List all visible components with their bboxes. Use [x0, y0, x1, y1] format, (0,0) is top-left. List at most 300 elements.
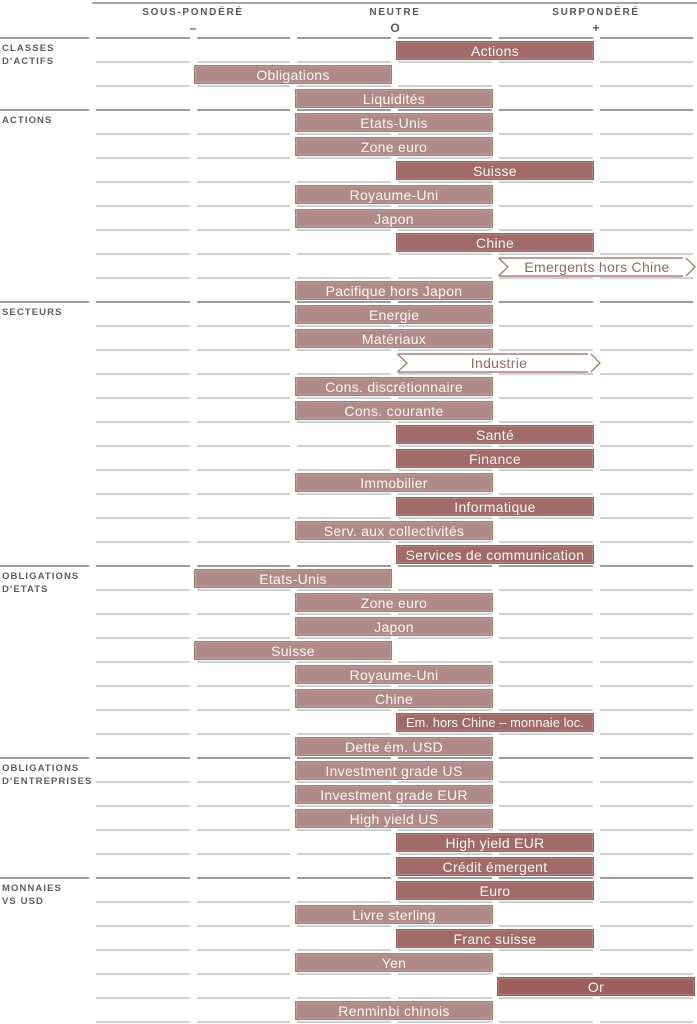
row-gridline — [297, 349, 391, 351]
section-gridline — [499, 565, 593, 567]
row-gridline — [297, 85, 391, 87]
row-gridline — [197, 277, 291, 279]
section-label-line: CLASSES — [2, 42, 55, 54]
row-gridline — [197, 901, 291, 903]
section-gridline — [0, 37, 89, 39]
row-gridline — [96, 85, 190, 87]
row-gridline — [197, 397, 291, 399]
row-gridline — [398, 493, 492, 495]
row-gridline — [600, 373, 694, 375]
allocation-bar-pacifique-hors-japon: Pacifique hors Japon — [295, 281, 493, 300]
allocation-bar-serv-aux-collectivite-s: Serv. aux collectivités — [295, 521, 493, 540]
row-gridline — [499, 277, 593, 279]
section-gridline — [197, 37, 291, 39]
row-gridline — [398, 805, 492, 807]
allocation-bar-obligations: Obligations — [194, 65, 392, 84]
row-gridline — [197, 589, 291, 591]
row-gridline — [499, 205, 593, 207]
row-gridline — [600, 253, 694, 255]
row-gridline — [96, 853, 190, 855]
row-gridline — [297, 853, 391, 855]
row-gridline — [197, 973, 291, 975]
row-gridline — [499, 661, 593, 663]
axis-symbol-neutral: O — [390, 21, 400, 35]
section-gridline — [297, 565, 391, 567]
row-gridline — [600, 1021, 694, 1023]
section-gridline — [600, 109, 694, 111]
row-gridline — [600, 781, 694, 783]
row-gridline — [600, 325, 694, 327]
row-gridline — [297, 541, 391, 543]
row-gridline — [197, 61, 291, 63]
row-gridline — [600, 829, 694, 831]
row-gridline — [398, 253, 492, 255]
row-gridline — [96, 589, 190, 591]
row-gridline — [197, 517, 291, 519]
allocation-bar-liquidite-s: Liquidités — [295, 89, 493, 108]
allocation-bar-actions: Actions — [396, 41, 594, 60]
row-gridline — [96, 133, 190, 135]
row-gridline — [398, 853, 492, 855]
row-gridline — [499, 229, 593, 231]
row-gridline — [197, 949, 291, 951]
row-gridline — [297, 997, 391, 999]
row-gridline — [297, 181, 391, 183]
section-label-secteurs — [2, 306, 63, 319]
row-gridline — [96, 205, 190, 207]
row-gridline — [398, 973, 492, 975]
row-gridline — [96, 613, 190, 615]
row-gridline — [398, 733, 492, 735]
row-gridline — [600, 733, 694, 735]
section-gridline — [600, 37, 694, 39]
row-gridline — [398, 229, 492, 231]
row-gridline — [398, 901, 492, 903]
row-gridline — [96, 157, 190, 159]
axis-symbol-minus: – — [189, 21, 197, 35]
row-gridline — [297, 685, 391, 687]
allocation-bar-chine: Chine — [295, 689, 493, 708]
section-gridline — [0, 757, 89, 759]
row-gridline — [600, 949, 694, 951]
section-label-line: MONNAIES — [2, 882, 62, 894]
row-gridline — [297, 493, 391, 495]
row-gridline — [600, 973, 694, 975]
section-gridline — [499, 757, 593, 759]
row-gridline — [297, 637, 391, 639]
section-label-line: VS USD — [2, 895, 44, 907]
row-gridline — [600, 517, 694, 519]
row-gridline — [600, 157, 694, 159]
row-gridline — [499, 85, 593, 87]
row-gridline — [297, 229, 391, 231]
row-gridline — [197, 445, 291, 447]
row-gridline — [297, 133, 391, 135]
row-gridline — [297, 517, 391, 519]
section-label-obligations-d-etats — [2, 570, 79, 596]
section-gridline — [297, 757, 391, 759]
section-label-line: D'ETATS — [2, 583, 49, 595]
section-gridline — [398, 757, 492, 759]
row-gridline — [297, 781, 391, 783]
section-gridline — [197, 757, 291, 759]
row-gridline — [600, 61, 694, 63]
row-gridline — [398, 661, 492, 663]
allocation-bar-informatique: Informatique — [396, 497, 594, 516]
section-gridline — [297, 301, 391, 303]
row-gridline — [600, 805, 694, 807]
row-gridline — [297, 253, 391, 255]
row-gridline — [96, 373, 190, 375]
row-gridline — [197, 709, 291, 711]
row-gridline — [398, 181, 492, 183]
section-gridline — [499, 877, 593, 879]
allocation-bar-renminbi-chinois: Renminbi chinois — [295, 1001, 493, 1020]
section-gridline — [0, 877, 89, 879]
row-gridline — [297, 805, 391, 807]
section-gridline — [600, 757, 694, 759]
row-gridline — [600, 853, 694, 855]
row-gridline — [398, 781, 492, 783]
allocation-bar-em-hors-chine-monnaie-loc: Em. hors Chine – monnaie loc. — [396, 713, 594, 732]
row-gridline — [499, 541, 593, 543]
row-gridline — [197, 229, 291, 231]
row-gridline — [297, 733, 391, 735]
allocation-bar-mate-riaux: Matériaux — [295, 329, 493, 348]
allocation-bar-finance: Finance — [396, 449, 594, 468]
row-gridline — [398, 277, 492, 279]
row-gridline — [96, 325, 190, 327]
row-gridline — [96, 973, 190, 975]
row-gridline — [398, 157, 492, 159]
section-label-line: OBLIGATIONS — [2, 570, 80, 582]
allocation-bar-japon: Japon — [295, 617, 493, 636]
row-gridline — [96, 541, 190, 543]
row-gridline — [600, 901, 694, 903]
section-label-line: ACTIONS — [2, 114, 53, 126]
allocation-bar-japon: Japon — [295, 209, 493, 228]
row-gridline — [600, 445, 694, 447]
row-gridline — [499, 61, 593, 63]
row-gridline — [499, 925, 593, 927]
allocation-bar-high-yield-eur: High yield EUR — [396, 833, 594, 852]
axis-label-underweight: SOUS-PONDÉRÉ — [142, 7, 244, 18]
row-gridline — [197, 1021, 291, 1023]
row-gridline — [96, 949, 190, 951]
allocation-bar-euro: Euro — [396, 881, 594, 900]
axis-label-overweight: SURPONDÉRÉ — [552, 7, 640, 18]
row-gridline — [96, 781, 190, 783]
section-gridline — [0, 301, 89, 303]
row-gridline — [197, 85, 291, 87]
row-gridline — [499, 805, 593, 807]
section-label-obligations-d-entreprises — [2, 762, 92, 788]
row-gridline — [197, 493, 291, 495]
row-gridline — [197, 421, 291, 423]
row-gridline — [499, 445, 593, 447]
row-gridline — [499, 853, 593, 855]
row-gridline — [499, 253, 593, 255]
section-gridline — [398, 109, 492, 111]
section-gridline — [197, 301, 291, 303]
row-gridline — [197, 733, 291, 735]
row-gridline — [197, 829, 291, 831]
row-gridline — [96, 997, 190, 999]
row-gridline — [600, 205, 694, 207]
section-gridline — [499, 109, 593, 111]
row-gridline — [499, 637, 593, 639]
row-gridline — [499, 157, 593, 159]
section-gridline — [398, 301, 492, 303]
row-gridline — [600, 613, 694, 615]
row-gridline — [499, 685, 593, 687]
allocation-bar-suisse: Suisse — [194, 641, 392, 660]
row-gridline — [398, 397, 492, 399]
section-gridline — [398, 565, 492, 567]
row-gridline — [398, 133, 492, 135]
axis-symbol-plus: + — [592, 21, 600, 35]
row-gridline — [499, 781, 593, 783]
row-gridline — [499, 181, 593, 183]
row-gridline — [398, 469, 492, 471]
row-gridline — [398, 925, 492, 927]
row-gridline — [600, 493, 694, 495]
row-gridline — [197, 253, 291, 255]
allocation-bar-investment-grade-us: Investment grade US — [295, 761, 493, 780]
row-gridline — [499, 709, 593, 711]
upgrade-arrow-banner-emergents-hors-chine — [497, 257, 697, 277]
allocation-bar-cons-discre-tionnaire: Cons. discrétionnaire — [295, 377, 493, 396]
row-gridline — [600, 277, 694, 279]
row-gridline — [398, 373, 492, 375]
row-gridline — [96, 61, 190, 63]
row-gridline — [297, 829, 391, 831]
allocation-bar-chine: Chine — [396, 233, 594, 252]
section-gridline — [96, 109, 190, 111]
section-label-classes-d-actifs — [2, 42, 55, 68]
row-gridline — [197, 541, 291, 543]
section-gridline — [197, 565, 291, 567]
row-gridline — [197, 997, 291, 999]
section-gridline — [0, 565, 89, 567]
row-gridline — [499, 613, 593, 615]
allocation-bar-cre-dit-e-mergent: Crédit émergent — [396, 857, 594, 876]
row-gridline — [600, 229, 694, 231]
row-gridline — [600, 709, 694, 711]
row-gridline — [600, 421, 694, 423]
row-gridline — [398, 541, 492, 543]
section-gridline — [197, 877, 291, 879]
row-gridline — [398, 349, 492, 351]
row-gridline — [600, 181, 694, 183]
row-gridline — [197, 205, 291, 207]
row-gridline — [499, 517, 593, 519]
row-gridline — [197, 661, 291, 663]
row-gridline — [600, 85, 694, 87]
allocation-bar-immobilier: Immobilier — [295, 473, 493, 492]
section-gridline — [600, 301, 694, 303]
row-gridline — [197, 181, 291, 183]
section-gridline — [297, 37, 391, 39]
row-gridline — [499, 397, 593, 399]
row-gridline — [398, 613, 492, 615]
row-gridline — [96, 637, 190, 639]
row-gridline — [297, 277, 391, 279]
row-gridline — [96, 493, 190, 495]
section-gridline — [600, 565, 694, 567]
row-gridline — [499, 493, 593, 495]
row-gridline — [96, 829, 190, 831]
row-gridline — [96, 901, 190, 903]
section-gridline — [0, 109, 89, 111]
row-gridline — [297, 397, 391, 399]
row-gridline — [297, 157, 391, 159]
row-gridline — [197, 373, 291, 375]
row-gridline — [297, 205, 391, 207]
section-gridline — [297, 877, 391, 879]
row-gridline — [96, 805, 190, 807]
row-gridline — [600, 997, 694, 999]
row-gridline — [398, 685, 492, 687]
row-gridline — [297, 61, 391, 63]
row-gridline — [197, 613, 291, 615]
row-gridline — [499, 1021, 593, 1023]
section-gridline — [600, 877, 694, 879]
row-gridline — [499, 589, 593, 591]
section-label-line: D'ENTREPRISES — [2, 775, 93, 787]
row-gridline — [499, 733, 593, 735]
section-label-line: SECTEURS — [2, 306, 63, 318]
row-gridline — [96, 709, 190, 711]
row-gridline — [297, 613, 391, 615]
row-gridline — [600, 469, 694, 471]
row-gridline — [197, 157, 291, 159]
row-gridline — [297, 469, 391, 471]
row-gridline — [297, 925, 391, 927]
row-gridline — [398, 517, 492, 519]
row-gridline — [398, 445, 492, 447]
row-gridline — [96, 1021, 190, 1023]
allocation-bar-royaume-uni: Royaume-Uni — [295, 665, 493, 684]
row-gridline — [96, 277, 190, 279]
row-gridline — [96, 733, 190, 735]
row-gridline — [297, 949, 391, 951]
row-gridline — [96, 661, 190, 663]
allocation-bar-energie: Energie — [295, 305, 493, 324]
header-top-rule — [92, 2, 697, 4]
row-gridline — [96, 685, 190, 687]
row-gridline — [499, 421, 593, 423]
row-gridline — [297, 589, 391, 591]
row-gridline — [197, 637, 291, 639]
row-gridline — [499, 973, 593, 975]
row-gridline — [499, 469, 593, 471]
allocation-bar-etats-unis: Etats-Unis — [295, 113, 493, 132]
row-gridline — [499, 997, 593, 999]
row-gridline — [499, 901, 593, 903]
allocation-bar-cons-courante: Cons. courante — [295, 401, 493, 420]
row-gridline — [96, 445, 190, 447]
row-gridline — [600, 661, 694, 663]
row-gridline — [398, 421, 492, 423]
section-label-line: D'ACTIFS — [2, 55, 55, 67]
row-gridline — [96, 421, 190, 423]
row-gridline — [600, 133, 694, 135]
row-gridline — [197, 805, 291, 807]
row-gridline — [398, 85, 492, 87]
row-gridline — [499, 373, 593, 375]
row-gridline — [398, 61, 492, 63]
arrow-label: Industrie — [470, 354, 528, 371]
row-gridline — [297, 973, 391, 975]
row-gridline — [197, 685, 291, 687]
row-gridline — [499, 349, 593, 351]
row-gridline — [96, 517, 190, 519]
allocation-bar-services-de-communication: Services de communication — [396, 545, 594, 564]
allocation-bar-royaume-uni: Royaume-Uni — [295, 185, 493, 204]
row-gridline — [96, 229, 190, 231]
allocation-bar-etats-unis: Etats-Unis — [194, 569, 392, 588]
section-label-monnaies-vs-usd — [2, 882, 62, 908]
section-label-line: OBLIGATIONS — [2, 762, 80, 774]
allocation-bar-zone-euro: Zone euro — [295, 593, 493, 612]
row-gridline — [398, 829, 492, 831]
section-gridline — [96, 37, 190, 39]
row-gridline — [297, 709, 391, 711]
section-gridline — [297, 109, 391, 111]
row-gridline — [398, 325, 492, 327]
section-gridline — [96, 565, 190, 567]
section-gridline — [499, 37, 593, 39]
section-gridline — [398, 37, 492, 39]
row-gridline — [297, 1021, 391, 1023]
row-gridline — [96, 181, 190, 183]
row-gridline — [197, 349, 291, 351]
upgrade-arrow-banner-industrie — [396, 353, 602, 373]
section-label-actions — [2, 114, 52, 127]
row-gridline — [197, 469, 291, 471]
allocation-bar-dette-e-m-usd: Dette ém. USD — [295, 737, 493, 756]
section-gridline — [499, 301, 593, 303]
row-gridline — [600, 397, 694, 399]
row-gridline — [297, 421, 391, 423]
allocation-bar-suisse: Suisse — [396, 161, 594, 180]
allocation-bar-sante: Santé — [396, 425, 594, 444]
row-gridline — [297, 901, 391, 903]
row-gridline — [600, 685, 694, 687]
row-gridline — [499, 325, 593, 327]
row-gridline — [96, 349, 190, 351]
section-gridline — [96, 877, 190, 879]
row-gridline — [398, 709, 492, 711]
row-gridline — [197, 325, 291, 327]
section-gridline — [96, 301, 190, 303]
row-gridline — [297, 661, 391, 663]
allocation-bar-livre-sterling: Livre sterling — [295, 905, 493, 924]
row-gridline — [600, 925, 694, 927]
row-gridline — [600, 349, 694, 351]
allocation-bar-high-yield-us: High yield US — [295, 809, 493, 828]
row-gridline — [499, 829, 593, 831]
arrow-label: Emergents hors Chine — [524, 258, 670, 275]
row-gridline — [600, 589, 694, 591]
row-gridline — [197, 133, 291, 135]
allocation-bar-yen: Yen — [295, 953, 493, 972]
row-gridline — [600, 637, 694, 639]
axis-label-neutral: NEUTRE — [369, 7, 421, 18]
row-gridline — [600, 541, 694, 543]
row-gridline — [398, 637, 492, 639]
